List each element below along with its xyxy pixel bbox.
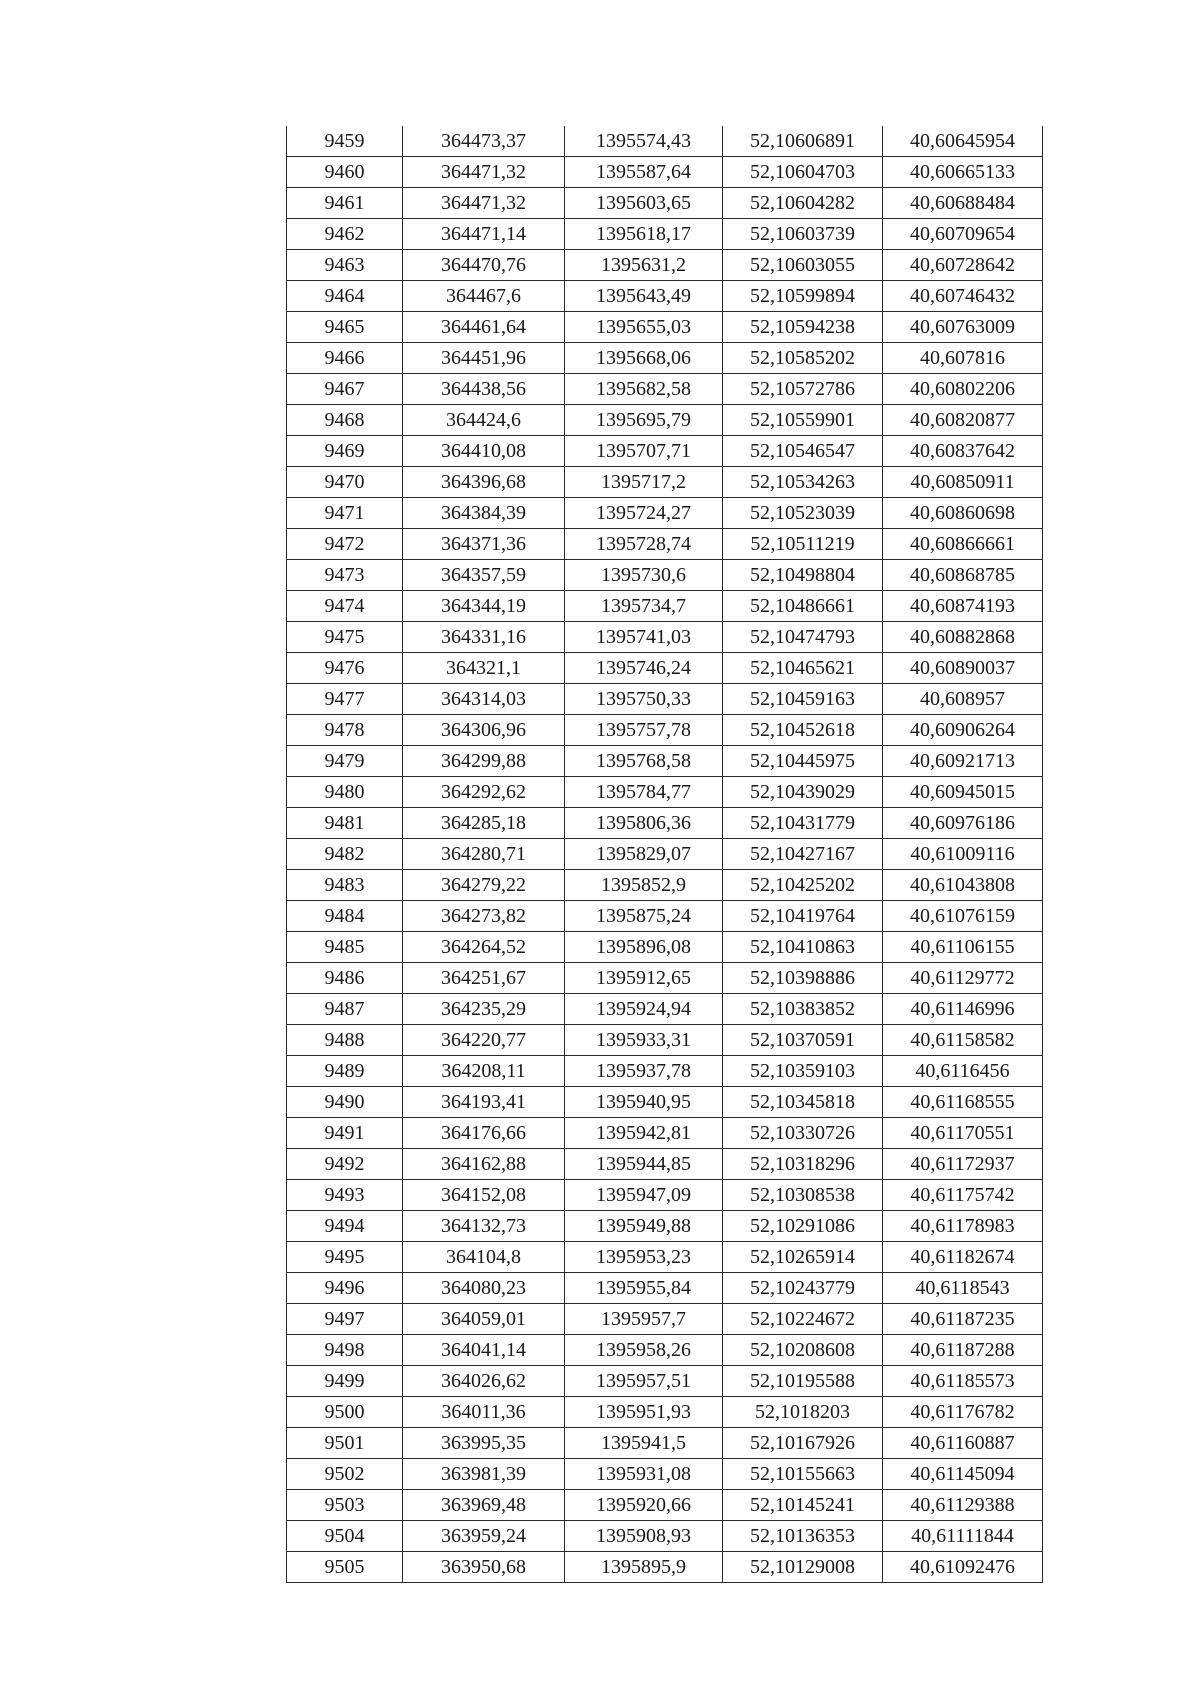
y-coordinate-cell: 1395958,26 [565, 1335, 723, 1366]
longitude-cell: 40,60665133 [883, 157, 1043, 188]
table-row [287, 467, 1043, 498]
latitude-cell: 52,10155663 [723, 1459, 883, 1490]
latitude-cell: 52,10427167 [723, 839, 883, 870]
x-coordinate-cell: 363981,39 [403, 1459, 565, 1490]
latitude-cell: 52,10559901 [723, 405, 883, 436]
table-row [287, 839, 1043, 870]
x-coordinate-cell: 364104,8 [403, 1242, 565, 1273]
longitude-cell: 40,60945015 [883, 777, 1043, 808]
longitude-cell: 40,60921713 [883, 746, 1043, 777]
longitude-cell: 40,60850911 [883, 467, 1043, 498]
point-number-cell: 9490 [287, 1087, 403, 1118]
point-number-cell: 9463 [287, 250, 403, 281]
longitude-cell: 40,61160887 [883, 1428, 1043, 1459]
point-number-cell: 9460 [287, 157, 403, 188]
point-number-cell: 9503 [287, 1490, 403, 1521]
longitude-cell: 40,60763009 [883, 312, 1043, 343]
x-coordinate-cell: 364306,96 [403, 715, 565, 746]
latitude-cell: 52,10224672 [723, 1304, 883, 1335]
latitude-cell: 52,10474793 [723, 622, 883, 653]
point-number-cell: 9493 [287, 1180, 403, 1211]
latitude-cell: 52,10167926 [723, 1428, 883, 1459]
x-coordinate-cell: 364473,37 [403, 126, 565, 157]
longitude-cell: 40,61043808 [883, 870, 1043, 901]
latitude-cell: 52,10330726 [723, 1118, 883, 1149]
longitude-cell: 40,61009116 [883, 839, 1043, 870]
longitude-cell: 40,61092476 [883, 1552, 1043, 1583]
point-number-cell: 9504 [287, 1521, 403, 1552]
y-coordinate-cell: 1395896,08 [565, 932, 723, 963]
longitude-cell: 40,6116456 [883, 1056, 1043, 1087]
x-coordinate-cell: 363969,48 [403, 1490, 565, 1521]
table-row [287, 343, 1043, 374]
x-coordinate-cell: 364251,67 [403, 963, 565, 994]
latitude-cell: 52,10419764 [723, 901, 883, 932]
latitude-cell: 52,10486661 [723, 591, 883, 622]
table-row [287, 932, 1043, 963]
longitude-cell: 40,60820877 [883, 405, 1043, 436]
y-coordinate-cell: 1395940,95 [565, 1087, 723, 1118]
y-coordinate-cell: 1395957,51 [565, 1366, 723, 1397]
point-number-cell: 9480 [287, 777, 403, 808]
point-number-cell: 9477 [287, 684, 403, 715]
x-coordinate-cell: 364011,36 [403, 1397, 565, 1428]
y-coordinate-cell: 1395631,2 [565, 250, 723, 281]
point-number-cell: 9461 [287, 188, 403, 219]
table-row [287, 1459, 1043, 1490]
latitude-cell: 52,10345818 [723, 1087, 883, 1118]
y-coordinate-cell: 1395643,49 [565, 281, 723, 312]
latitude-cell: 52,10359103 [723, 1056, 883, 1087]
table-row [287, 1366, 1043, 1397]
latitude-cell: 52,10498804 [723, 560, 883, 591]
table-row [287, 963, 1043, 994]
latitude-cell: 52,10129008 [723, 1552, 883, 1583]
y-coordinate-cell: 1395741,03 [565, 622, 723, 653]
x-coordinate-cell: 364471,32 [403, 188, 565, 219]
latitude-cell: 52,10243779 [723, 1273, 883, 1304]
table-row [287, 1397, 1043, 1428]
x-coordinate-cell: 364273,82 [403, 901, 565, 932]
y-coordinate-cell: 1395757,78 [565, 715, 723, 746]
y-coordinate-cell: 1395912,65 [565, 963, 723, 994]
y-coordinate-cell: 1395955,84 [565, 1273, 723, 1304]
longitude-cell: 40,61129388 [883, 1490, 1043, 1521]
longitude-cell: 40,60746432 [883, 281, 1043, 312]
point-number-cell: 9481 [287, 808, 403, 839]
longitude-cell: 40,60866661 [883, 529, 1043, 560]
y-coordinate-cell: 1395908,93 [565, 1521, 723, 1552]
y-coordinate-cell: 1395937,78 [565, 1056, 723, 1087]
longitude-cell: 40,61178983 [883, 1211, 1043, 1242]
table-row [287, 1056, 1043, 1087]
longitude-cell: 40,61182674 [883, 1242, 1043, 1273]
latitude-cell: 52,10265914 [723, 1242, 883, 1273]
point-number-cell: 9485 [287, 932, 403, 963]
longitude-cell: 40,6118543 [883, 1273, 1043, 1304]
x-coordinate-cell: 364264,52 [403, 932, 565, 963]
point-number-cell: 9459 [287, 126, 403, 157]
y-coordinate-cell: 1395941,5 [565, 1428, 723, 1459]
longitude-cell: 40,607816 [883, 343, 1043, 374]
table-row [287, 529, 1043, 560]
x-coordinate-cell: 364371,36 [403, 529, 565, 560]
table-row [287, 126, 1043, 157]
longitude-cell: 40,608957 [883, 684, 1043, 715]
point-number-cell: 9474 [287, 591, 403, 622]
point-number-cell: 9488 [287, 1025, 403, 1056]
longitude-cell: 40,61158582 [883, 1025, 1043, 1056]
latitude-cell: 52,10603055 [723, 250, 883, 281]
x-coordinate-cell: 364059,01 [403, 1304, 565, 1335]
longitude-cell: 40,60802206 [883, 374, 1043, 405]
latitude-cell: 52,10465621 [723, 653, 883, 684]
point-number-cell: 9495 [287, 1242, 403, 1273]
y-coordinate-cell: 1395618,17 [565, 219, 723, 250]
longitude-cell: 40,61076159 [883, 901, 1043, 932]
y-coordinate-cell: 1395717,2 [565, 467, 723, 498]
x-coordinate-cell: 364292,62 [403, 777, 565, 808]
latitude-cell: 52,10572786 [723, 374, 883, 405]
latitude-cell: 52,10452618 [723, 715, 883, 746]
y-coordinate-cell: 1395587,64 [565, 157, 723, 188]
longitude-cell: 40,61175742 [883, 1180, 1043, 1211]
x-coordinate-cell: 364357,59 [403, 560, 565, 591]
y-coordinate-cell: 1395875,24 [565, 901, 723, 932]
y-coordinate-cell: 1395924,94 [565, 994, 723, 1025]
longitude-cell: 40,61187235 [883, 1304, 1043, 1335]
x-coordinate-cell: 364280,71 [403, 839, 565, 870]
point-number-cell: 9502 [287, 1459, 403, 1490]
point-number-cell: 9482 [287, 839, 403, 870]
latitude-cell: 52,10370591 [723, 1025, 883, 1056]
latitude-cell: 52,10195588 [723, 1366, 883, 1397]
table-row [287, 250, 1043, 281]
x-coordinate-cell: 364321,1 [403, 653, 565, 684]
longitude-cell: 40,61106155 [883, 932, 1043, 963]
table-row [287, 1490, 1043, 1521]
longitude-cell: 40,60874193 [883, 591, 1043, 622]
table-row [287, 436, 1043, 467]
y-coordinate-cell: 1395829,07 [565, 839, 723, 870]
latitude-cell: 52,10594238 [723, 312, 883, 343]
y-coordinate-cell: 1395603,65 [565, 188, 723, 219]
point-number-cell: 9487 [287, 994, 403, 1025]
x-coordinate-cell: 364235,29 [403, 994, 565, 1025]
y-coordinate-cell: 1395730,6 [565, 560, 723, 591]
table-row [287, 560, 1043, 591]
latitude-cell: 52,10145241 [723, 1490, 883, 1521]
latitude-cell: 52,10606891 [723, 126, 883, 157]
x-coordinate-cell: 364314,03 [403, 684, 565, 715]
longitude-cell: 40,61168555 [883, 1087, 1043, 1118]
x-coordinate-cell: 364384,39 [403, 498, 565, 529]
y-coordinate-cell: 1395682,58 [565, 374, 723, 405]
point-number-cell: 9470 [287, 467, 403, 498]
point-number-cell: 9471 [287, 498, 403, 529]
latitude-cell: 52,10523039 [723, 498, 883, 529]
longitude-cell: 40,61172937 [883, 1149, 1043, 1180]
y-coordinate-cell: 1395724,27 [565, 498, 723, 529]
y-coordinate-cell: 1395949,88 [565, 1211, 723, 1242]
y-coordinate-cell: 1395852,9 [565, 870, 723, 901]
y-coordinate-cell: 1395920,66 [565, 1490, 723, 1521]
latitude-cell: 52,10431779 [723, 808, 883, 839]
table-row [287, 1335, 1043, 1366]
table-row [287, 715, 1043, 746]
longitude-cell: 40,60709654 [883, 219, 1043, 250]
table-row [287, 312, 1043, 343]
table-row [287, 808, 1043, 839]
x-coordinate-cell: 363950,68 [403, 1552, 565, 1583]
table-row [287, 591, 1043, 622]
point-number-cell: 9473 [287, 560, 403, 591]
x-coordinate-cell: 364471,32 [403, 157, 565, 188]
table-row [287, 1552, 1043, 1583]
longitude-cell: 40,61187288 [883, 1335, 1043, 1366]
table-row [287, 994, 1043, 1025]
latitude-cell: 52,10604703 [723, 157, 883, 188]
latitude-cell: 52,10603739 [723, 219, 883, 250]
y-coordinate-cell: 1395574,43 [565, 126, 723, 157]
longitude-cell: 40,60976186 [883, 808, 1043, 839]
table-row [287, 1087, 1043, 1118]
table-row [287, 1304, 1043, 1335]
table-row [287, 901, 1043, 932]
y-coordinate-cell: 1395695,79 [565, 405, 723, 436]
point-number-cell: 9476 [287, 653, 403, 684]
y-coordinate-cell: 1395728,74 [565, 529, 723, 560]
latitude-cell: 52,10383852 [723, 994, 883, 1025]
point-number-cell: 9462 [287, 219, 403, 250]
x-coordinate-cell: 364220,77 [403, 1025, 565, 1056]
y-coordinate-cell: 1395947,09 [565, 1180, 723, 1211]
x-coordinate-cell: 364471,14 [403, 219, 565, 250]
x-coordinate-cell: 364299,88 [403, 746, 565, 777]
table-row [287, 1149, 1043, 1180]
x-coordinate-cell: 364026,62 [403, 1366, 565, 1397]
latitude-cell: 52,10599894 [723, 281, 883, 312]
table-row [287, 374, 1043, 405]
x-coordinate-cell: 364461,64 [403, 312, 565, 343]
table-row [287, 281, 1043, 312]
y-coordinate-cell: 1395784,77 [565, 777, 723, 808]
latitude-cell: 52,10425202 [723, 870, 883, 901]
latitude-cell: 52,10459163 [723, 684, 883, 715]
table-row [287, 405, 1043, 436]
x-coordinate-cell: 364132,73 [403, 1211, 565, 1242]
x-coordinate-cell: 364285,18 [403, 808, 565, 839]
table-row [287, 870, 1043, 901]
table-row [287, 1180, 1043, 1211]
coordinates-table-body [287, 126, 1043, 1583]
point-number-cell: 9501 [287, 1428, 403, 1459]
y-coordinate-cell: 1395895,9 [565, 1552, 723, 1583]
longitude-cell: 40,60906264 [883, 715, 1043, 746]
latitude-cell: 52,10398886 [723, 963, 883, 994]
table-row [287, 746, 1043, 777]
table-row [287, 188, 1043, 219]
longitude-cell: 40,61146996 [883, 994, 1043, 1025]
longitude-cell: 40,61170551 [883, 1118, 1043, 1149]
point-number-cell: 9472 [287, 529, 403, 560]
point-number-cell: 9486 [287, 963, 403, 994]
x-coordinate-cell: 363995,35 [403, 1428, 565, 1459]
latitude-cell: 52,10208608 [723, 1335, 883, 1366]
longitude-cell: 40,60688484 [883, 188, 1043, 219]
longitude-cell: 40,60728642 [883, 250, 1043, 281]
table-row [287, 1521, 1043, 1552]
point-number-cell: 9496 [287, 1273, 403, 1304]
latitude-cell: 52,10308538 [723, 1180, 883, 1211]
y-coordinate-cell: 1395944,85 [565, 1149, 723, 1180]
latitude-cell: 52,1018203 [723, 1397, 883, 1428]
latitude-cell: 52,10534263 [723, 467, 883, 498]
x-coordinate-cell: 364438,56 [403, 374, 565, 405]
y-coordinate-cell: 1395942,81 [565, 1118, 723, 1149]
point-number-cell: 9505 [287, 1552, 403, 1583]
x-coordinate-cell: 363959,24 [403, 1521, 565, 1552]
x-coordinate-cell: 364279,22 [403, 870, 565, 901]
x-coordinate-cell: 364208,11 [403, 1056, 565, 1087]
x-coordinate-cell: 364396,68 [403, 467, 565, 498]
longitude-cell: 40,60882868 [883, 622, 1043, 653]
point-number-cell: 9497 [287, 1304, 403, 1335]
longitude-cell: 40,61176782 [883, 1397, 1043, 1428]
latitude-cell: 52,10439029 [723, 777, 883, 808]
y-coordinate-cell: 1395734,7 [565, 591, 723, 622]
table-row [287, 1211, 1043, 1242]
point-number-cell: 9500 [287, 1397, 403, 1428]
y-coordinate-cell: 1395746,24 [565, 653, 723, 684]
point-number-cell: 9498 [287, 1335, 403, 1366]
y-coordinate-cell: 1395750,33 [565, 684, 723, 715]
point-number-cell: 9478 [287, 715, 403, 746]
longitude-cell: 40,60645954 [883, 126, 1043, 157]
y-coordinate-cell: 1395933,31 [565, 1025, 723, 1056]
x-coordinate-cell: 364176,66 [403, 1118, 565, 1149]
point-number-cell: 9491 [287, 1118, 403, 1149]
point-number-cell: 9465 [287, 312, 403, 343]
y-coordinate-cell: 1395957,7 [565, 1304, 723, 1335]
x-coordinate-cell: 364424,6 [403, 405, 565, 436]
point-number-cell: 9499 [287, 1366, 403, 1397]
table-row [287, 1242, 1043, 1273]
point-number-cell: 9469 [287, 436, 403, 467]
point-number-cell: 9494 [287, 1211, 403, 1242]
latitude-cell: 52,10604282 [723, 188, 883, 219]
point-number-cell: 9475 [287, 622, 403, 653]
y-coordinate-cell: 1395655,03 [565, 312, 723, 343]
latitude-cell: 52,10136353 [723, 1521, 883, 1552]
x-coordinate-cell: 364080,23 [403, 1273, 565, 1304]
table-row [287, 653, 1043, 684]
y-coordinate-cell: 1395931,08 [565, 1459, 723, 1490]
y-coordinate-cell: 1395951,93 [565, 1397, 723, 1428]
y-coordinate-cell: 1395707,71 [565, 436, 723, 467]
point-number-cell: 9466 [287, 343, 403, 374]
table-row [287, 1273, 1043, 1304]
table-row [287, 777, 1043, 808]
y-coordinate-cell: 1395806,36 [565, 808, 723, 839]
point-number-cell: 9489 [287, 1056, 403, 1087]
table-row [287, 157, 1043, 188]
table-row [287, 498, 1043, 529]
x-coordinate-cell: 364470,76 [403, 250, 565, 281]
latitude-cell: 52,10511219 [723, 529, 883, 560]
latitude-cell: 52,10291086 [723, 1211, 883, 1242]
latitude-cell: 52,10445975 [723, 746, 883, 777]
latitude-cell: 52,10410863 [723, 932, 883, 963]
point-number-cell: 9483 [287, 870, 403, 901]
longitude-cell: 40,61129772 [883, 963, 1043, 994]
table-row [287, 1025, 1043, 1056]
x-coordinate-cell: 364344,19 [403, 591, 565, 622]
longitude-cell: 40,60868785 [883, 560, 1043, 591]
table-row [287, 1118, 1043, 1149]
y-coordinate-cell: 1395768,58 [565, 746, 723, 777]
point-number-cell: 9479 [287, 746, 403, 777]
x-coordinate-cell: 364467,6 [403, 281, 565, 312]
longitude-cell: 40,61185573 [883, 1366, 1043, 1397]
x-coordinate-cell: 364162,88 [403, 1149, 565, 1180]
longitude-cell: 40,61111844 [883, 1521, 1043, 1552]
x-coordinate-cell: 364451,96 [403, 343, 565, 374]
table-row [287, 622, 1043, 653]
x-coordinate-cell: 364331,16 [403, 622, 565, 653]
y-coordinate-cell: 1395668,06 [565, 343, 723, 374]
table-row [287, 684, 1043, 715]
x-coordinate-cell: 364410,08 [403, 436, 565, 467]
point-number-cell: 9464 [287, 281, 403, 312]
point-number-cell: 9468 [287, 405, 403, 436]
x-coordinate-cell: 364152,08 [403, 1180, 565, 1211]
point-number-cell: 9492 [287, 1149, 403, 1180]
table-row [287, 219, 1043, 250]
longitude-cell: 40,60837642 [883, 436, 1043, 467]
latitude-cell: 52,10318296 [723, 1149, 883, 1180]
longitude-cell: 40,61145094 [883, 1459, 1043, 1490]
point-number-cell: 9467 [287, 374, 403, 405]
point-number-cell: 9484 [287, 901, 403, 932]
longitude-cell: 40,60860698 [883, 498, 1043, 529]
x-coordinate-cell: 364193,41 [403, 1087, 565, 1118]
latitude-cell: 52,10585202 [723, 343, 883, 374]
longitude-cell: 40,60890037 [883, 653, 1043, 684]
latitude-cell: 52,10546547 [723, 436, 883, 467]
y-coordinate-cell: 1395953,23 [565, 1242, 723, 1273]
x-coordinate-cell: 364041,14 [403, 1335, 565, 1366]
coordinates-table [286, 126, 1043, 1583]
table-row [287, 1428, 1043, 1459]
